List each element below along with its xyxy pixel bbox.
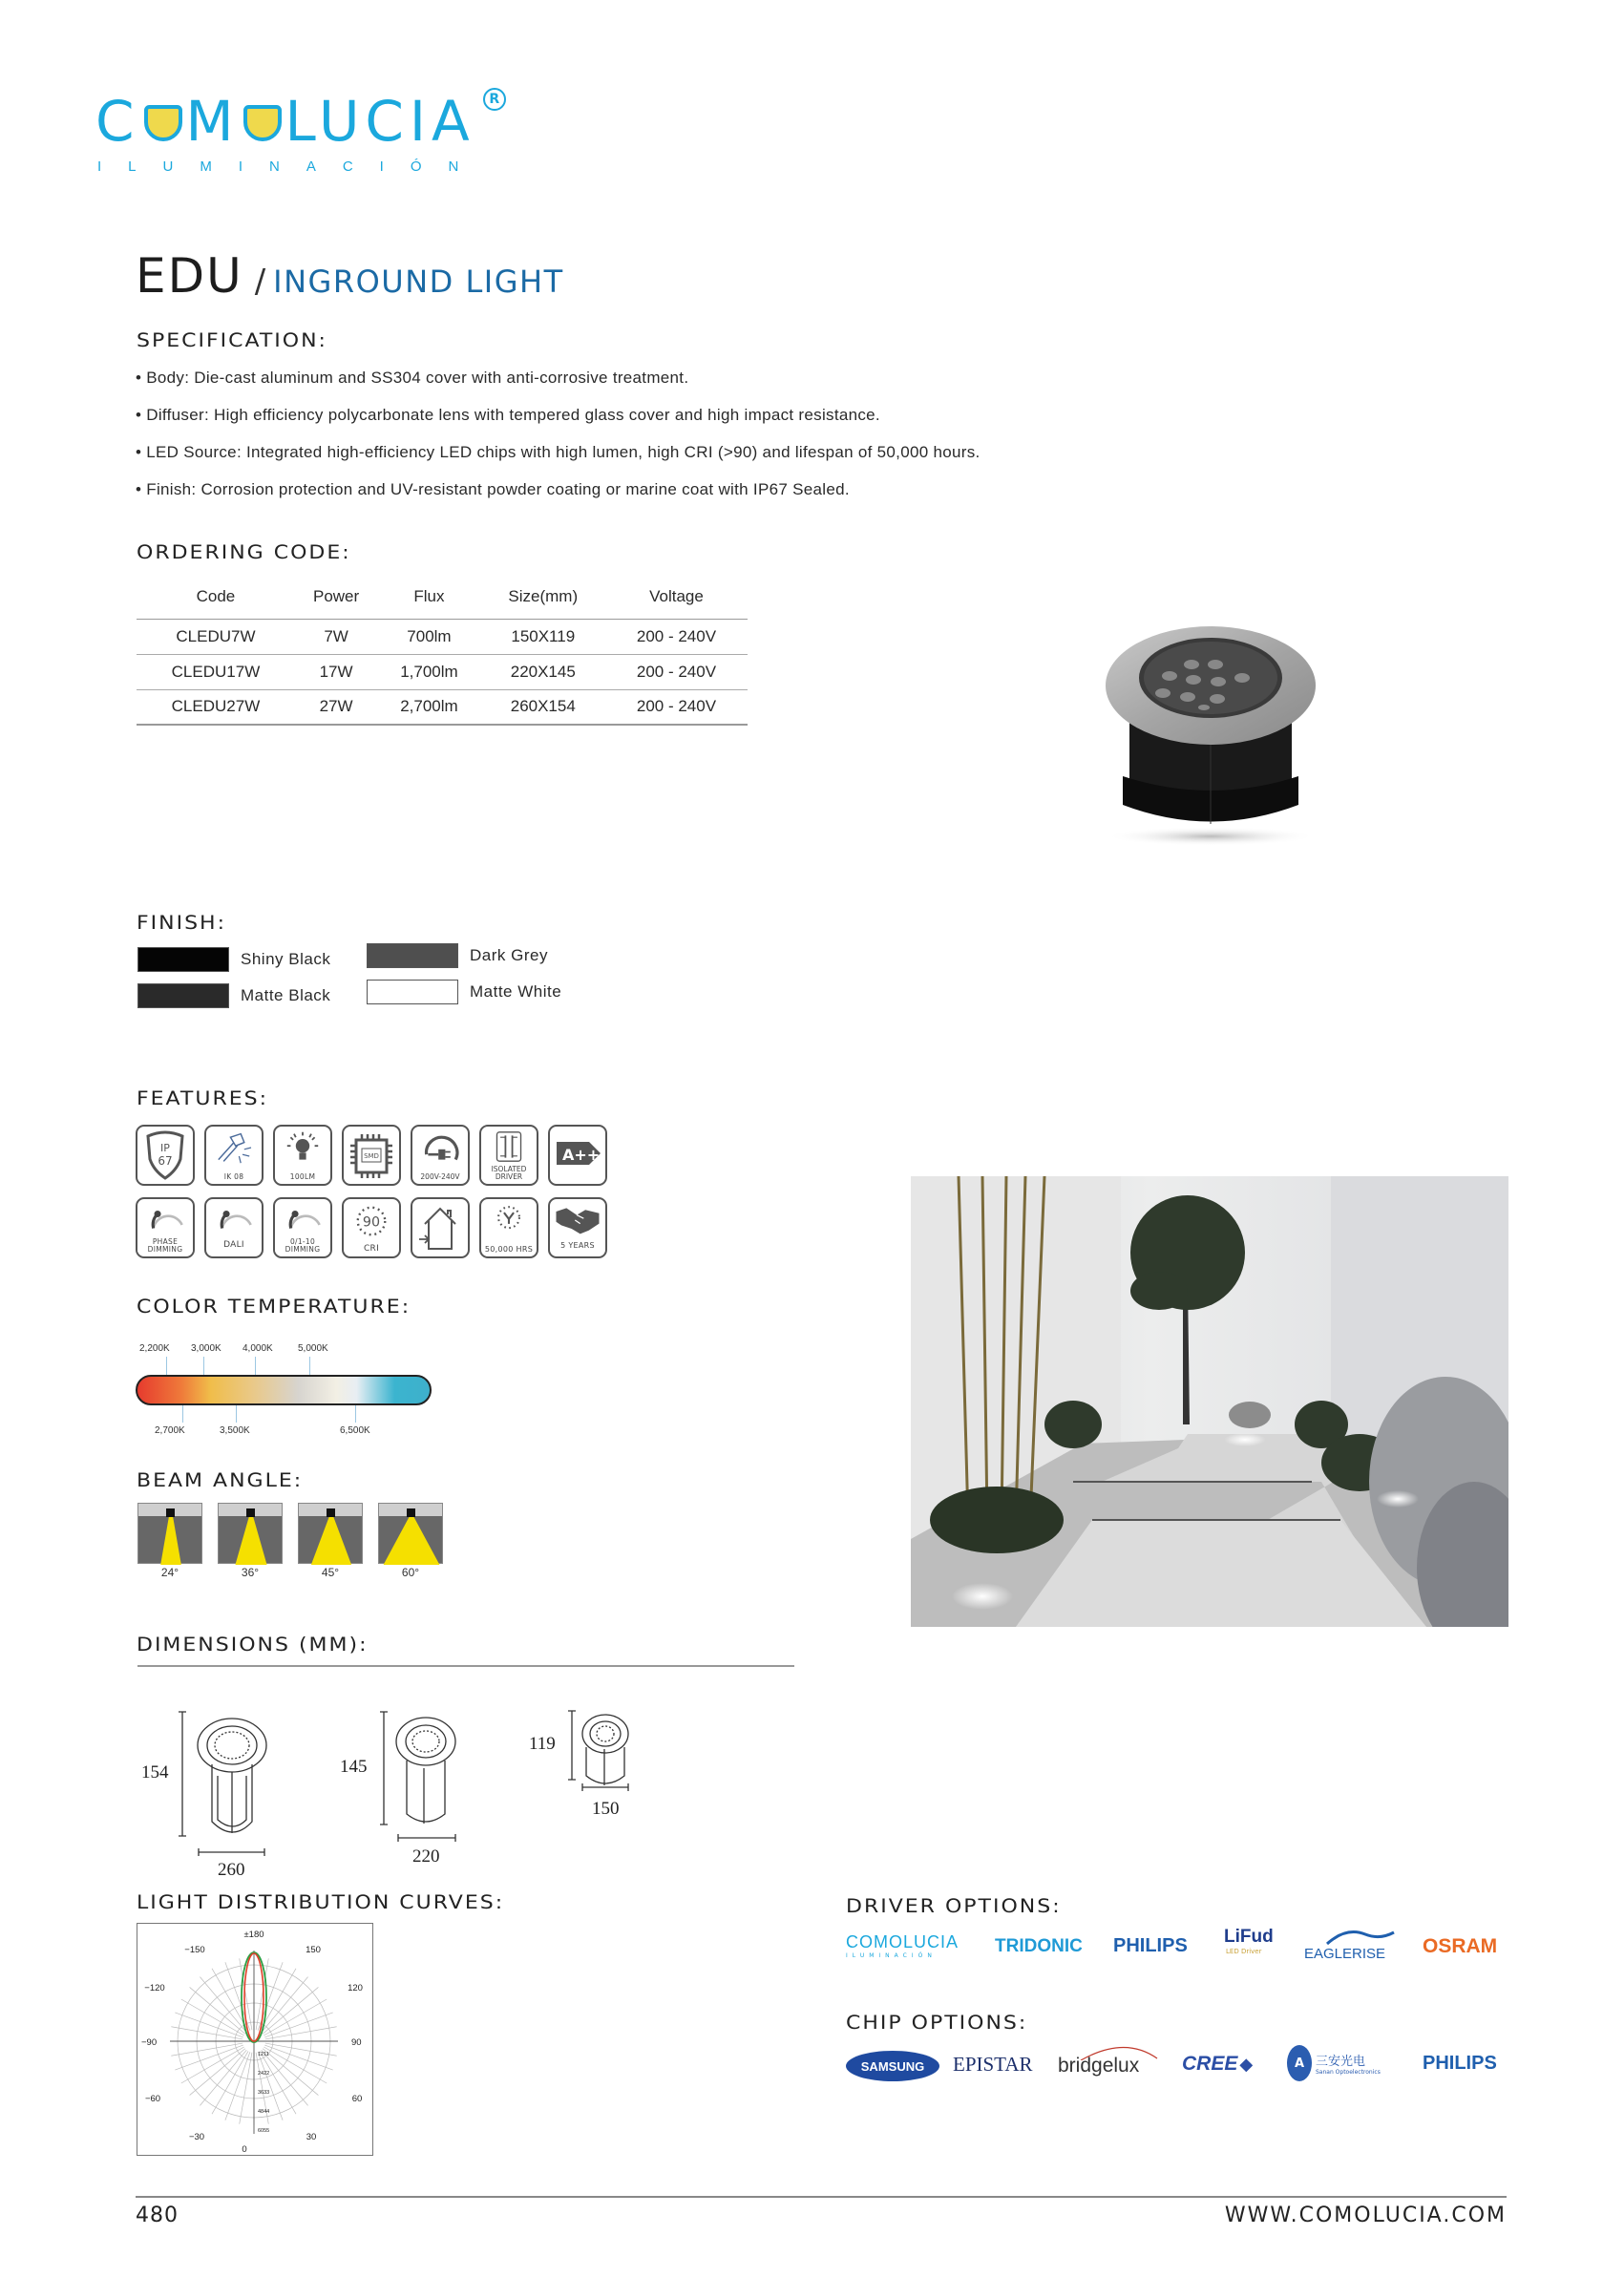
svg-text:67: 67 <box>158 1154 173 1168</box>
feature-energy-class <box>548 1125 607 1186</box>
table-cell: 17W <box>295 654 377 689</box>
ct-label: 3,500K <box>220 1425 250 1436</box>
table-cell: 1,700lm <box>377 654 480 689</box>
feature-100lm <box>273 1125 332 1186</box>
dimming-0-10-icon <box>280 1203 326 1232</box>
svg-text:A++: A++ <box>562 1146 601 1164</box>
table-cell: 700lm <box>377 619 480 654</box>
ct-label: 2,700K <box>155 1425 185 1436</box>
title-separator: / <box>254 263 266 301</box>
spec-item: • Body: Die-cast aluminum and SS304 cover with anti-corrosive treatment. <box>136 369 981 388</box>
feature-label: 5 YEARS <box>560 1240 595 1250</box>
svg-text:90: 90 <box>362 1214 381 1231</box>
finish-option <box>137 983 357 1008</box>
table-cell: 200 - 240V <box>605 654 748 689</box>
spec-item: • Diffuser: High efficiency polycarbonate lens with tempered glass cover and high impact resistance. <box>136 406 981 425</box>
feature-label: IK 08 <box>223 1172 244 1182</box>
logo-drop-icon <box>144 105 182 141</box>
angle-label: 120 <box>348 1983 363 1993</box>
feature-dali <box>204 1197 264 1258</box>
angle-label: 30 <box>306 2132 317 2142</box>
feature-label: ISOLATED DRIVER <box>481 1166 537 1181</box>
beam-label: 36° <box>241 1566 260 1579</box>
ct-tick <box>355 1405 356 1423</box>
feature-label: 200V-240V <box>420 1172 460 1182</box>
ct-label: 3,000K <box>191 1343 221 1354</box>
beam-label: 45° <box>321 1566 340 1579</box>
svg-text:SMD: SMD <box>364 1152 379 1160</box>
table-cell: 220X145 <box>481 654 605 689</box>
beam-diagram <box>218 1503 283 1564</box>
beam-option <box>378 1503 443 1579</box>
finish-label: Dark Grey <box>470 946 548 964</box>
light-source-icon <box>246 1508 255 1517</box>
logo-drop-icon <box>243 105 282 141</box>
features-grid <box>136 1125 607 1258</box>
finish-option <box>367 980 586 1004</box>
energy-class-icon <box>553 1136 602 1174</box>
logo-top-row <box>95 89 506 154</box>
beam-cone <box>160 1516 181 1565</box>
chip-brand-cree: CREE ◆ <box>1182 2053 1254 2075</box>
application-photo <box>911 1176 1508 1627</box>
angle-label: 150 <box>306 1945 321 1955</box>
product-category: INGROUND LIGHT <box>273 264 564 300</box>
light-source-icon <box>407 1508 415 1517</box>
light-source-icon <box>166 1508 175 1517</box>
feature-warranty <box>548 1197 607 1258</box>
table-cell: 260X154 <box>481 689 605 725</box>
svg-text:IP: IP <box>160 1142 170 1154</box>
ct-label: 6,500K <box>340 1425 370 1436</box>
beam-diagram <box>137 1503 202 1564</box>
cri-icon <box>350 1203 392 1239</box>
angle-label: 90 <box>351 2037 362 2048</box>
ordering-code-heading: ORDERING CODE: <box>137 542 351 564</box>
ct-label: 2,200K <box>139 1343 170 1354</box>
ring-value-label: 6055 <box>258 2128 270 2134</box>
table-cell: CLEDU17W <box>137 654 295 689</box>
chip-options-heading: CHIP OPTIONS: <box>846 2013 1028 2035</box>
ct-tick <box>255 1357 256 1376</box>
dimension-height: 145 <box>340 1757 368 1777</box>
feature-phase-dimming <box>136 1197 195 1258</box>
angle-label: −30 <box>188 2132 205 2142</box>
finish-label: Matte Black <box>241 986 331 1004</box>
beam-option <box>218 1503 283 1579</box>
chip-brand-sanan: A 三安光电 Sanan Optoelectronics <box>1287 2045 1381 2081</box>
feature-label: CRI <box>363 1243 380 1254</box>
angle-label: 60 <box>351 2094 363 2104</box>
logo-letter: M <box>185 89 240 154</box>
table-row <box>137 654 748 689</box>
dimension-width: 260 <box>218 1860 245 1880</box>
chip-brands <box>846 2041 1533 2093</box>
light-distribution-polar-chart <box>137 1923 373 2156</box>
light-source-icon <box>327 1508 335 1517</box>
table-cell: CLEDU27W <box>137 689 295 725</box>
feature-lifespan <box>479 1197 538 1258</box>
beam-angle-options <box>137 1503 443 1579</box>
feature-0-10-dimming <box>273 1197 332 1258</box>
angle-label: −120 <box>144 1983 165 1993</box>
beam-angle-heading: BEAM ANGLE: <box>137 1470 304 1492</box>
indoor-house-icon <box>415 1203 465 1255</box>
feature-voltage <box>411 1125 470 1186</box>
driver-brand-osram: OSRAM <box>1423 1935 1498 1957</box>
beam-option <box>137 1503 202 1579</box>
finish-label: Shiny Black <box>241 950 331 968</box>
feature-ik08 <box>204 1125 264 1186</box>
table-cell: 200 - 240V <box>605 689 748 725</box>
features-heading: FEATURES: <box>137 1088 269 1110</box>
dimension-height: 119 <box>529 1734 556 1754</box>
driver-brand-eaglerise: EAGLERISE <box>1304 1927 1405 1969</box>
smd-chip-icon <box>347 1130 396 1182</box>
beam-option <box>298 1503 363 1579</box>
specification-list <box>136 369 981 517</box>
beam-cone <box>384 1516 440 1565</box>
finish-swatch <box>137 983 229 1008</box>
website-link[interactable]: WWW.COMOLUCIA.COM <box>1224 2204 1507 2227</box>
cree-diamond-icon: ◆ <box>1239 2054 1254 2075</box>
dali-icon <box>211 1203 257 1232</box>
dimension-height: 154 <box>141 1762 169 1782</box>
feature-ip67 <box>136 1125 195 1186</box>
isolated-driver-icon <box>488 1130 530 1163</box>
power-plug-icon <box>417 1130 463 1165</box>
table-header-row <box>137 575 748 619</box>
feature-cri <box>342 1197 401 1258</box>
table-row <box>137 619 748 654</box>
feature-smd <box>342 1125 401 1186</box>
ring-value-label: 2422 <box>258 2071 270 2077</box>
ring-value-label: 1211 <box>258 2052 269 2057</box>
color-temperature-gradient-bar <box>136 1375 432 1405</box>
driver-brand-tridonic: TRIDONIC <box>995 1936 1083 1956</box>
finish-swatch <box>367 943 458 968</box>
ct-tick <box>309 1357 310 1376</box>
dimensions-heading: DIMENSIONS (MM): <box>137 1635 369 1656</box>
driver-brand-lifud: LiFud LED Driver <box>1224 1927 1274 1955</box>
ordering-code-table <box>137 575 748 726</box>
beam-label: 24° <box>160 1566 179 1579</box>
dimension-width: 220 <box>412 1846 440 1867</box>
spec-item: • Finish: Corrosion protection and UV-resistant powder coating or marine coat with IP67 Sealed. <box>136 480 981 499</box>
chip-brand-epistar: EPISTAR <box>953 2053 1033 2076</box>
angle-label: 0 <box>242 2144 247 2155</box>
beam-cone <box>311 1516 351 1565</box>
chip-brand-samsung: SAMSUNG <box>846 2051 939 2081</box>
feature-label: DALI <box>223 1239 244 1250</box>
page-number: 480 <box>136 2204 179 2227</box>
sanan-logo-icon: A <box>1287 2045 1312 2081</box>
ring-value-label: 4844 <box>258 2109 270 2115</box>
logo-letter: C <box>95 89 140 154</box>
logo-wordmark <box>95 89 475 154</box>
angle-label: −60 <box>144 2094 161 2104</box>
feature-label: 50,000 HRS <box>484 1244 534 1254</box>
footer-divider <box>136 2196 1507 2198</box>
phase-dimming-icon <box>142 1203 188 1232</box>
table-cell: 150X119 <box>481 619 605 654</box>
ct-tick <box>236 1405 237 1423</box>
brand-logo <box>95 89 506 175</box>
ct-tick <box>166 1357 167 1376</box>
table-row <box>137 689 748 725</box>
table-cell: 7W <box>295 619 377 654</box>
dimension-width: 150 <box>592 1799 620 1819</box>
column-header: Voltage <box>605 575 748 619</box>
driver-brands <box>846 1927 1533 1978</box>
logo-subtitle: ILUMINACIÓN <box>97 158 486 175</box>
divider <box>137 1665 794 1667</box>
beam-diagram <box>378 1503 443 1564</box>
finish-swatch <box>137 947 229 972</box>
column-header: Power <box>295 575 377 619</box>
driver-brand-philips: PHILIPS <box>1113 1935 1188 1956</box>
ip67-shield-icon <box>144 1130 186 1180</box>
finish-option <box>137 947 357 972</box>
finish-option <box>367 943 586 968</box>
beam-diagram <box>298 1503 363 1564</box>
handshake-warranty-icon <box>552 1203 603 1237</box>
chip-brand-philips: PHILIPS <box>1423 2053 1497 2074</box>
ct-tick <box>182 1405 183 1423</box>
angle-label: ±180 <box>243 1930 264 1940</box>
table-cell: CLEDU7W <box>137 619 295 654</box>
beam-cone <box>235 1516 266 1565</box>
table-cell: 2,700lm <box>377 689 480 725</box>
logo-letter: LUCIA <box>285 89 475 154</box>
feature-label: 0/1-10 DIMMING <box>275 1238 330 1254</box>
feature-indoor <box>411 1197 470 1258</box>
ct-label: 4,000K <box>243 1343 273 1354</box>
specification-heading: SPECIFICATION: <box>137 330 327 352</box>
table-cell: 27W <box>295 689 377 725</box>
eagle-swoosh-icon <box>1318 1927 1413 1946</box>
table-cell: 200 - 240V <box>605 619 748 654</box>
spec-item: • LED Source: Integrated high-efficiency LED chips with high lumen, high CRI (>90) and lifespan of 50,000 hours. <box>136 443 981 462</box>
ct-label: 5,000K <box>298 1343 328 1354</box>
dimension-drawing-svg <box>137 1680 710 1871</box>
ct-tick <box>203 1357 204 1376</box>
ring-value-label: 3633 <box>258 2090 270 2096</box>
clock-lifespan-icon <box>488 1203 530 1234</box>
product-image <box>1096 600 1325 857</box>
column-header: Flux <box>377 575 480 619</box>
finish-swatch <box>367 980 458 1004</box>
chip-brand-bridgelux: bridgelux <box>1058 2041 1172 2089</box>
driver-brand-comolucia: COMOLUCIA ILUMINACIÓN <box>846 1932 960 1959</box>
beam-label: 60° <box>401 1566 420 1579</box>
light-distribution-heading: LIGHT DISTRIBUTION CURVES: <box>137 1892 505 1914</box>
finish-label: Matte White <box>470 982 562 1001</box>
feature-isolated-driver <box>479 1125 538 1186</box>
feature-label: 100LM <box>289 1172 316 1182</box>
hammer-impact-icon <box>213 1130 255 1165</box>
finish-heading: FINISH: <box>137 913 227 935</box>
driver-options-heading: DRIVER OPTIONS: <box>846 1896 1062 1918</box>
column-header: Code <box>137 575 295 619</box>
angle-label: −90 <box>141 2037 158 2048</box>
dimension-drawings <box>137 1680 710 1890</box>
product-name: EDU <box>136 248 243 304</box>
color-temperature-scale <box>136 1332 451 1437</box>
feature-label: PHASE DIMMING <box>137 1238 193 1254</box>
page-title <box>136 248 564 304</box>
light-bulb-icon <box>282 1130 324 1165</box>
color-temperature-heading: COLOR TEMPERATURE: <box>137 1297 411 1318</box>
column-header: Size(mm) <box>481 575 605 619</box>
registered-icon: R <box>483 88 506 111</box>
angle-label: −150 <box>184 1945 205 1955</box>
